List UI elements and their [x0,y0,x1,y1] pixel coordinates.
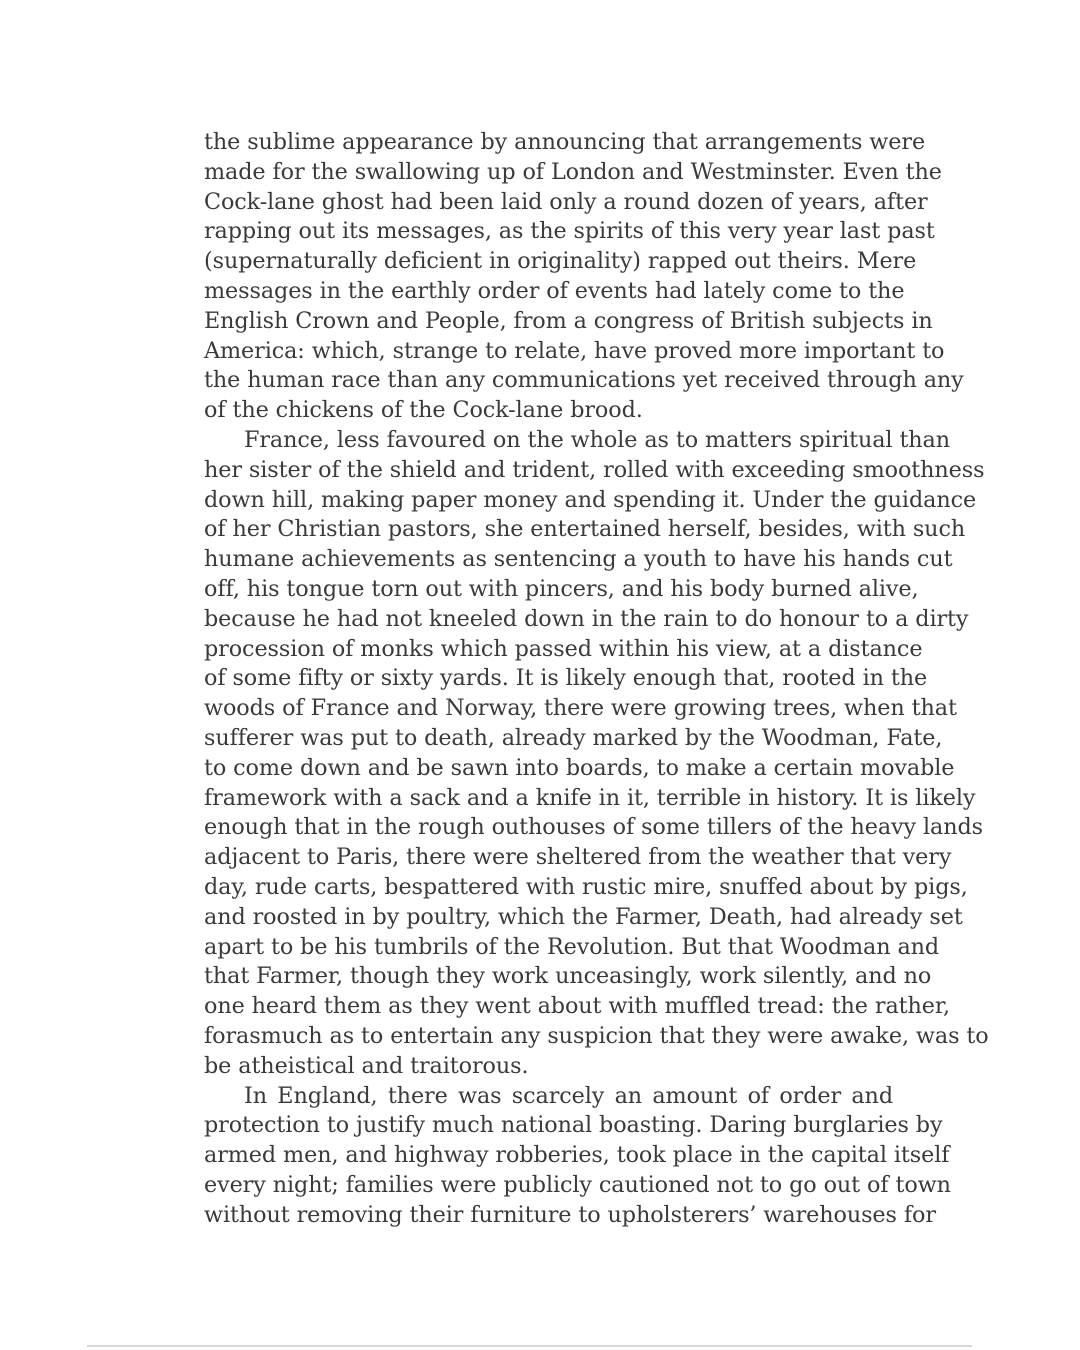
paragraph-cock-lane [204,128,964,426]
text-line: rapping out its messages, as the spirits of this very year last past [204,218,935,245]
text-line: down hill, making paper money and spending it. Under the guidance [204,486,977,513]
text-line: made for the swallowing up of London and Westminster. Even the [204,158,942,185]
text-line: to come down and be sawn into boards, to make a certain movable [204,754,955,781]
text-line: because he had not kneeled down in the rain to do honour to a dirty [204,605,969,632]
text-line: adjacent to Paris, there were sheltered from the weather that very [204,844,952,871]
text-line: every night; families were publicly cautioned not to go out of town [204,1171,951,1198]
paragraph-france [204,426,989,1082]
text-line: the sublime appearance by announcing that arrangements were [204,129,926,155]
paragraph-england [204,1082,951,1231]
text-line: woods of France and Norway, there were growing trees, when that [204,695,957,722]
text-line: humane achievements as sentencing a youth to have his hands cut [204,546,953,573]
text-line: armed men, and highway robberies, took place in the capital itself [204,1142,950,1169]
page-bottom-rule [87,1345,972,1347]
text-line: of the chickens of the Cock-lane brood. [204,397,643,424]
text-line: framework with a sack and a knife in it, terrible in history. It is likely [204,784,976,811]
text-line: day, rude carts, bespattered with rustic mire, snuffed about by pigs, [204,873,968,900]
text-line: sufferer was put to death, already marked by the Woodman, Fate, [204,724,943,751]
text-line: In England, there was scarcely an amount of order and [244,1082,893,1109]
text-line: enough that in the rough outhouses of some tillers of the heavy lands [204,814,984,841]
text-line: that Farmer, though they work unceasingly, work silently, and no [204,963,932,990]
text-line: her sister of the shield and trident, rolled with exceeding smoothness [204,456,985,483]
text-line: and roosted in by poultry, which the Farmer, Death, had already set [204,903,963,930]
text-line: forasmuch as to entertain any suspicion that they were awake, was to [204,1022,989,1049]
text-line: apart to be his tumbrils of the Revolution. But that Woodman and [204,933,940,960]
text-line: procession of monks which passed within his view, at a distance [204,635,923,662]
text-line: of some fifty or sixty yards. It is likely enough that, rooted in the [204,665,928,692]
text-line: be atheistical and traitorous. [204,1052,529,1079]
text-line: France, less favoured on the whole as to matters spiritual than [244,426,951,453]
text-line: off, his tongue torn out with pincers, and his body burned alive, [204,575,919,602]
body-text [204,128,989,1230]
text-line: the human race than any communications yet received through any [204,367,964,394]
text-line: Cock-lane ghost had been laid only a round dozen of years, after [204,188,928,215]
text-line: protection to justify much national boasting. Daring burglaries by [204,1112,943,1139]
text-line: of her Christian pastors, she entertained herself, besides, with such [204,516,966,543]
text-line: one heard them as they went about with muffled tread: the rather, [204,993,950,1020]
text-line: English Crown and People, from a congress of British subjects in [204,307,933,334]
text-line: America: which, strange to relate, have proved more important to [204,337,945,364]
text-line: messages in the earthly order of events had lately come to the [204,277,905,304]
text-line: without removing their furniture to upholsterers’ warehouses for [204,1201,936,1228]
text-line: (supernaturally deficient in originality) rapped out theirs. Mere [204,248,917,275]
